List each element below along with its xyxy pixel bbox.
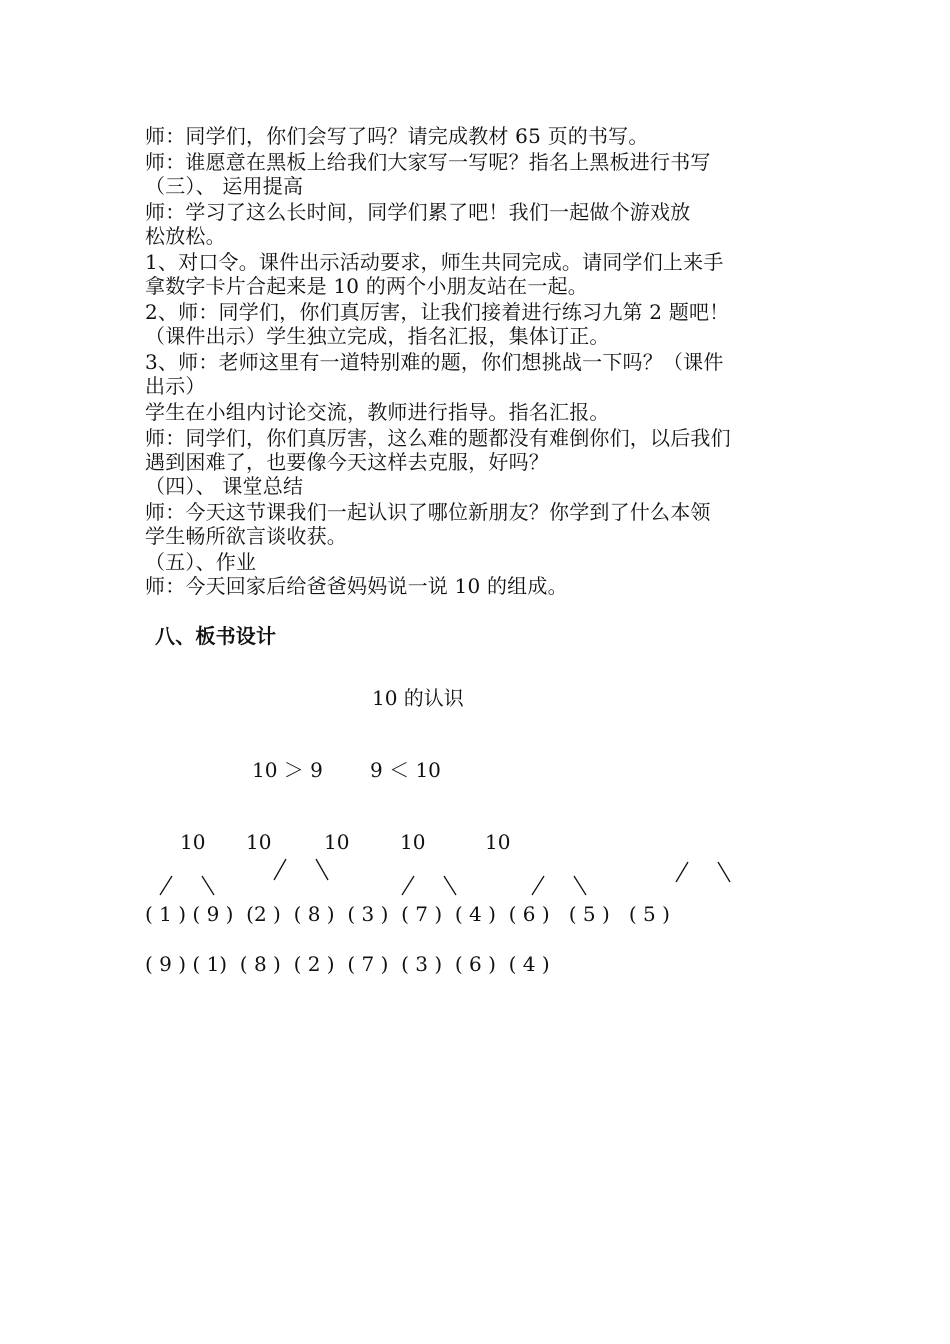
branch-line: [202, 876, 214, 895]
paragraph-line: 遇到困难了，也要像今天这样去克服，好吗？: [145, 450, 549, 474]
board-heading: 八、板书设计: [155, 624, 277, 648]
branch-line: [402, 876, 414, 895]
paragraph-line: 学生在小组内讨论交流，教师进行指导。指名汇报。: [145, 400, 610, 424]
section-heading: （四）、 课堂总结: [145, 474, 304, 498]
compare-less: 9 ＜ 10: [370, 758, 441, 782]
branch-line: [444, 876, 456, 895]
ten-label: 10: [485, 830, 511, 854]
paragraph-line: 出示）: [145, 374, 206, 398]
paragraph-line: 拿数字卡片合起来是 10 的两个小朋友站在一起。: [145, 274, 588, 298]
compare-greater: 10 ＞ 9: [252, 758, 323, 782]
board-title: 10 的认识: [372, 686, 464, 710]
paragraph-line: 师：学习了这么长时间，同学们累了吧！我们一起做个游戏放: [145, 200, 691, 224]
paragraph-line: 师：今天这节课我们一起认识了哪位新朋友？你学到了什么本领: [145, 500, 711, 524]
paragraph-line: 学生畅所欲言谈收获。: [145, 524, 347, 548]
paragraph-line: 师：同学们，你们真厉害，这么难的题都没有难倒你们，以后我们: [145, 426, 731, 450]
paragraph-line: （课件出示）学生独立完成，指名汇报，集体订正。: [145, 324, 610, 348]
section-heading: （三）、 运用提高: [145, 174, 304, 198]
paragraph-line: 师：今天回家后给爸爸妈妈说一说 10 的组成。: [145, 574, 568, 598]
branch-line: [316, 859, 328, 880]
branch-line: [676, 862, 688, 882]
paragraph-line: 2、师：同学们，你们真厉害，让我们接着进行练习九第 2 题吧！: [145, 300, 730, 324]
branch-line: [274, 859, 286, 880]
branch-line: [160, 876, 172, 895]
ten-label: 10: [324, 830, 350, 854]
paragraph-line: 师：同学们，你们会写了吗？请完成教材 65 页的书写。: [145, 124, 649, 148]
paragraph-line: 松放松。: [145, 224, 226, 248]
branch-line: [574, 876, 586, 895]
ten-label: 10: [180, 830, 206, 854]
ten-label: 10: [246, 830, 272, 854]
section-heading: （五）、作业: [145, 550, 257, 574]
decomposition-row: ( 9 ) ( 1) ( 8 ) ( 2 ) ( 7 ) ( 3 ) ( 6 ) ( 4 ): [145, 952, 550, 976]
branch-line: [532, 876, 544, 895]
paragraph-line: 1、对口令。课件出示活动要求，师生共同完成。请同学们上来手: [145, 250, 724, 274]
paragraph-line: 师：谁愿意在黑板上给我们大家写一写呢？指名上黑板进行书写: [145, 150, 711, 174]
branch-line: [718, 862, 730, 882]
ten-label: 10: [400, 830, 426, 854]
decomposition-row: ( 1 ) ( 9 ) (2 ) ( 8 ) ( 3 ) ( 7 ) ( 4 ) ( 6 ) ( 5 ) ( 5 ): [145, 902, 670, 926]
paragraph-line: 3、师：老师这里有一道特别难的题，你们想挑战一下吗？（课件: [145, 350, 724, 374]
